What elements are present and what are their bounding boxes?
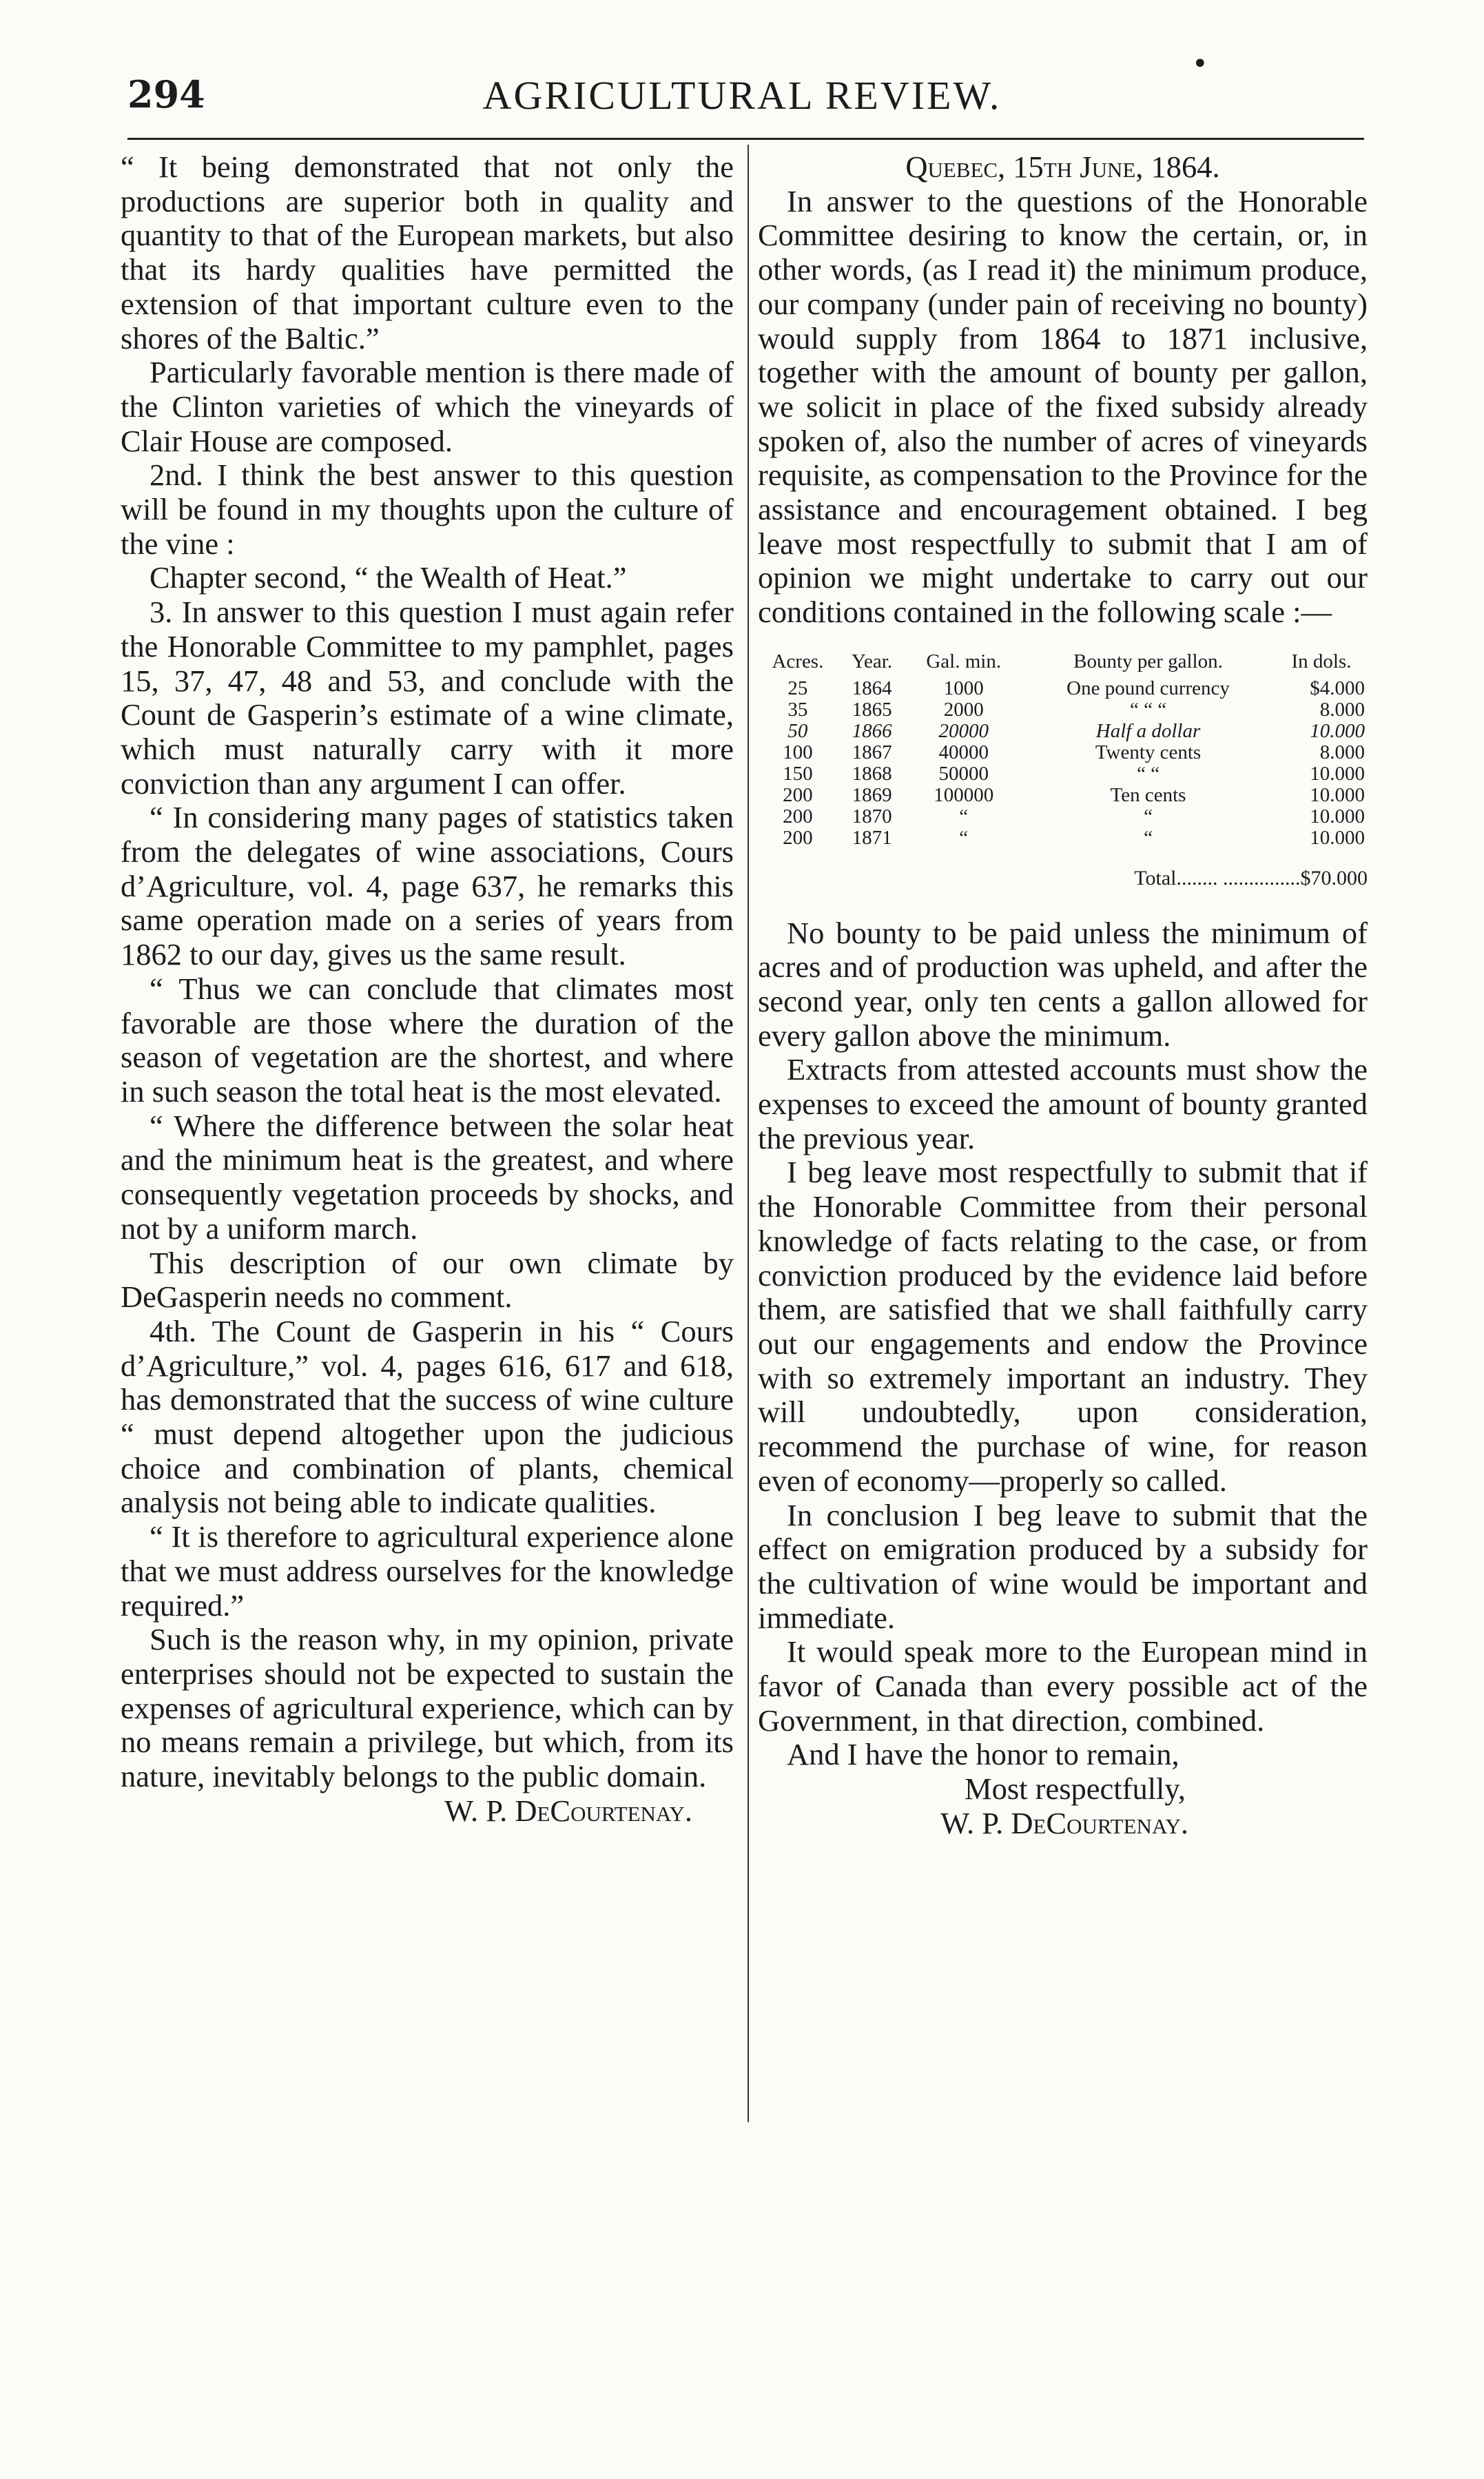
table-cell: 10.000 [1310, 805, 1365, 827]
table-cell: $4.000 [1310, 677, 1365, 699]
table-cell: 25 [787, 677, 808, 699]
paragraph: This description of our own climate by DeGasperin needs no comment. [121, 1245, 734, 1315]
dateline: Quebec, 15th June, 1864. [905, 150, 1220, 184]
table-row [758, 678, 1368, 699]
paragraph: “ Where the difference between the solar heat and the minimum heat is the greatest, and where consequently vegetation proceeds by shocks, and not by a uniform march. [121, 1108, 734, 1246]
table-cell: 10.000 [1310, 783, 1365, 806]
table-cell: 8.000 [1319, 698, 1365, 721]
paragraph: In conclusion I beg leave to submit that the effect on emigration produced by a subsidy for the cultivation of wine would be important and immediate. [758, 1497, 1368, 1635]
signature: W. P. DeCourtenay. [444, 1793, 692, 1828]
table-cell: “ [959, 805, 969, 827]
table-row [758, 742, 1368, 763]
table-cell: Twenty cents [1095, 741, 1202, 763]
table-row [758, 763, 1368, 785]
column-header: Year. [852, 650, 893, 672]
table-cell: 1870 [852, 805, 892, 827]
signature: W. P. DeCourtenay. [940, 1805, 1188, 1840]
table-cell: 1869 [852, 783, 892, 806]
table-cell: 1871 [852, 826, 892, 849]
table-row [758, 785, 1368, 806]
table-cell: 1868 [852, 762, 892, 785]
column-header: Acres. [772, 650, 824, 672]
closing-line: Most respectfully, [965, 1771, 1186, 1807]
table-cell: “ [1144, 826, 1153, 849]
table-cell: 35 [787, 698, 808, 721]
paragraph: Extracts from attested accounts must show the expenses to exceed the amount of bounty granted the previous year. [758, 1052, 1368, 1155]
paragraph: “ It being demonstrated that not only the productions are superior both in quality and quantity to that of the European markets, but also that its hardy qualities have permitted the extension of that important culture even to the shores of the Baltic.” [121, 150, 734, 356]
paragraph: “ Thus we can conclude that climates most favorable are those where the duration of the season of vegetation are the shortest, and where in such season the total heat is the most elevated. [121, 971, 734, 1109]
table-cell: 100000 [934, 783, 994, 806]
paragraph: 4th. The Count de Gasperin in his “ Cours d’Agriculture,” vol. 4, pages 616, 617 and 618, has demonstrated that the success of wine culture “ must depend altogether upon the judicious choice and combination of plants, chemical analysis not being able to indicate qualities. [121, 1313, 734, 1520]
table-cell: One pound currency [1066, 677, 1230, 699]
table-cell: 1866 [852, 719, 892, 742]
table-row [758, 827, 1368, 849]
paragraph: Particularly favorable mention is there made of the Clinton varieties of which the vineyards of Clair House are composed. [121, 355, 734, 458]
page-header [0, 0, 1484, 138]
table-cell: 50 [787, 719, 808, 742]
table-cell: 200 [783, 783, 813, 806]
paragraph: I beg leave most respectfully to submit that if the Honorable Committee from their personal knowledge of facts relating to the case, or from conviction produced by the evidence laid before them, are satisfied that we shall faithfully carry out our engagements and endow the Province with so extremely important an industry. They will undoubtedly, upon consideration, recommend the purchase of wine, for reason even of economy—properly so called. [758, 1155, 1368, 1498]
table-cell: 1000 [943, 677, 984, 699]
table-cell: “ [1144, 805, 1153, 827]
table-cell: 10.000 [1310, 719, 1365, 742]
table-cell: 8.000 [1319, 741, 1365, 763]
column-divider [748, 145, 749, 2122]
print-speck: • [1192, 48, 1208, 80]
table-cell: 1867 [852, 741, 892, 763]
table-cell: Half a dollar [1095, 719, 1201, 742]
page-number: 294 [127, 72, 205, 116]
left-column [121, 150, 734, 1828]
table-cell: 50000 [938, 762, 989, 785]
table-cell: 10.000 [1310, 762, 1365, 785]
table-cell: “ [959, 826, 969, 849]
table-total: Total........ ...............$70.000 [1134, 866, 1368, 889]
table-cell: 40000 [938, 741, 989, 763]
paragraph: No bounty to be paid unless the minimum of acres and of production was upheld, and after the second year, only ten cents a gallon allowed for every gallon above the minimum. [758, 915, 1368, 1053]
table-cell: 2000 [943, 698, 984, 721]
table-cell: Ten cents [1110, 783, 1186, 806]
paragraph: It would speak more to the European mind in favor of Canada than every possible act of the Government, in that direction, combined. [758, 1634, 1368, 1738]
table-row [758, 721, 1368, 742]
table-cell: 150 [783, 762, 813, 785]
table-cell: 100 [783, 741, 813, 763]
paragraph: 2nd. I think the best answer to this question will be found in my thoughts upon the culture of the vine : [121, 457, 734, 561]
table-row [758, 806, 1368, 827]
column-header: Bounty per gallon. [1073, 650, 1223, 672]
table-cell: 200 [783, 805, 813, 827]
table-cell: 1865 [852, 698, 892, 721]
paragraph: In answer to the questions of the Honorable Committee desiring to know the certain, or, in other words, (as I read it) the minimum produce, our company (under pain of receiving no bounty) would supply from 1864 to 1871 inclusive, together with the amount of bounty per gallon, we solicit in place of the fixed subsidy already spoken of, also the number of acres of vineyards requisite, as compensation to the Province for the assistance and encouragement obtained. I beg leave most respectfully to submit that I am of opinion we might undertake to carry out our conditions contained in the following scale :— [758, 183, 1368, 630]
bounty-scale-table [758, 650, 1368, 849]
paragraph: “ In considering many pages of statistics taken from the delegates of wine associations, Cours d’Agriculture, vol. 4, page 637, he remarks this same operation made on a series of years from 1862 to our day, gives us the same result. [121, 800, 734, 972]
paragraph: 3. In answer to this question I must again refer the Honorable Committee to my pamphlet, pages 15, 37, 47, 48 and 53, and conclude with the Count de Gasperin’s estimate of a wine climate, which must naturally carry with it more conviction than any argument I can offer. [121, 595, 734, 801]
paragraph: Such is the reason why, in my opinion, private enterprises should not be expected to sustain the expenses of agricultural experience, which can by no means remain a privilege, but which, from its nature, inevitably belongs to the public domain. [121, 1622, 734, 1794]
table-cell: 20000 [938, 719, 989, 742]
table-cell: “ “ [1137, 762, 1160, 785]
column-header: Gal. min. [926, 650, 1002, 672]
table-cell: 200 [783, 826, 813, 849]
paragraph: Chapter second, “ the Wealth of Heat.” [150, 560, 627, 595]
table-row [758, 699, 1368, 721]
table-cell: 10.000 [1310, 826, 1365, 849]
column-header: In dols. [1291, 650, 1352, 672]
table-cell: “ “ “ [1129, 698, 1167, 721]
header-rule [127, 138, 1364, 140]
paragraph: “ It is therefore to agricultural experience alone that we must address ourselves for the knowledge required.” [121, 1519, 734, 1623]
right-column [758, 150, 1368, 1841]
table-cell: 1864 [852, 677, 892, 699]
closing-line: And I have the honor to remain, [787, 1737, 1179, 1772]
table-header-row [758, 650, 1368, 678]
running-head: AGRICULTURAL REVIEW. [482, 73, 1002, 118]
